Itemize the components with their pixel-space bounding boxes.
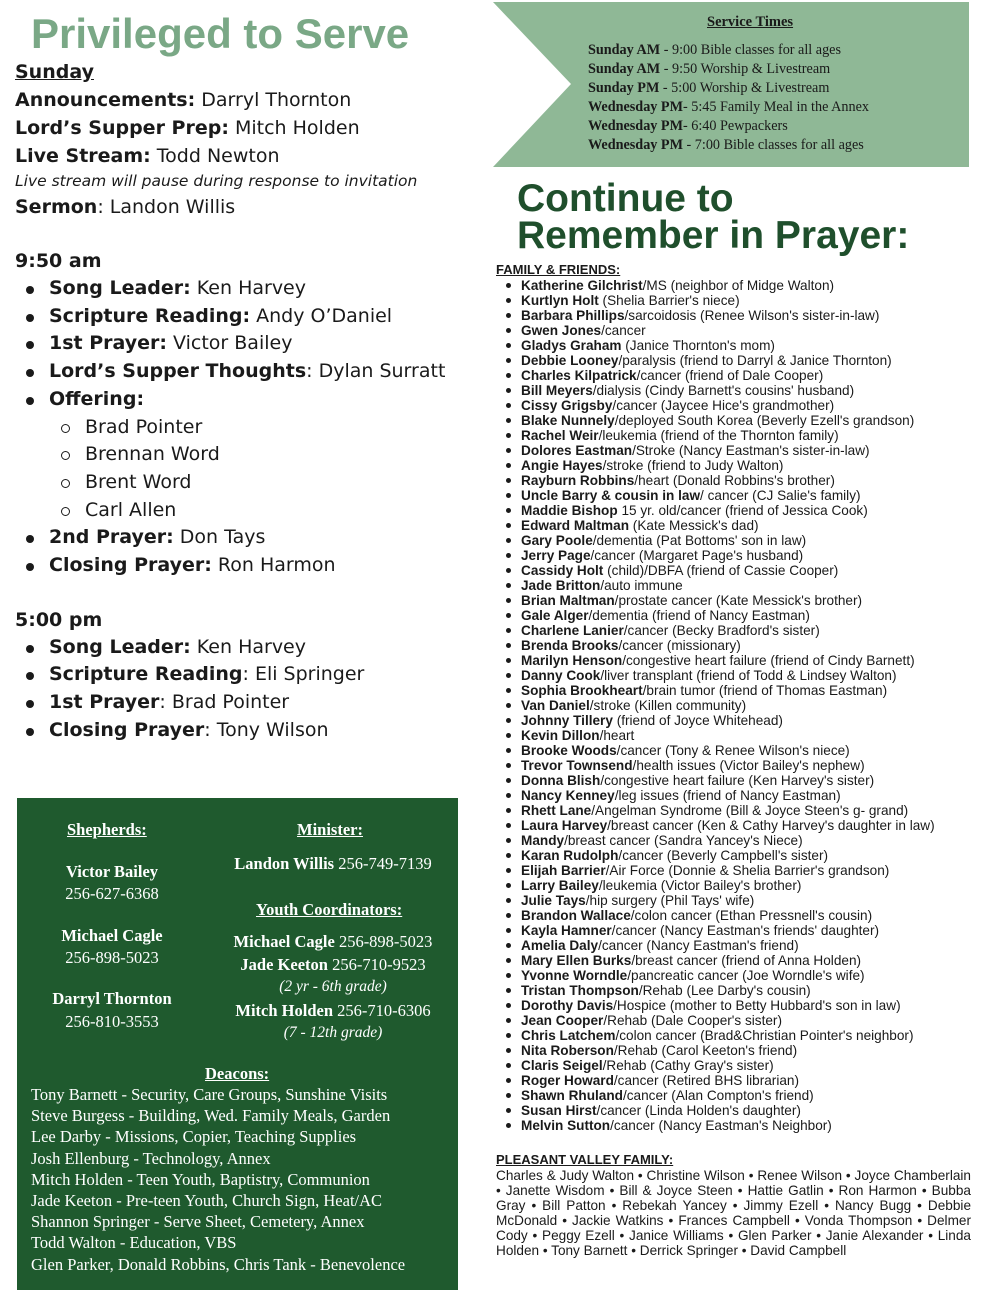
- family-friends-heading: FAMILY & FRIENDS:: [496, 262, 621, 277]
- list-item: Claris Seigel/Rehab (Cathy Gray's sister): [496, 1058, 935, 1073]
- list-item: 1st Prayer: Brad Pointer: [23, 689, 475, 717]
- list-item: Wednesday PM- 5:45 Family Meal in the Annex: [588, 99, 869, 115]
- list-item: Dorothy Davis/Hospice (mother to Betty Hubbard's son in law): [496, 998, 935, 1013]
- youth-note: (7 - 12th grade): [283, 1024, 383, 1041]
- prayer-title: Continue to Remember in Prayer:: [517, 177, 910, 257]
- list-item: Cissy Grigsby/cancer (Jaycee Hice's grandmother): [496, 398, 935, 413]
- pm500-heading: 5:00 pm: [15, 608, 103, 631]
- youth-line: Mitch Holden 256-710-6306: [235, 1001, 431, 1020]
- list-item: Lee Darby - Missions, Copier, Teaching Supplies: [31, 1127, 357, 1147]
- list-item: Rhett Lane/Angelman Syndrome (Bill & Joyce Steen's g- grand): [496, 803, 935, 818]
- list-item: Song Leader: Ken Harvey: [23, 275, 475, 303]
- list-item: Scripture Reading: Andy O’Daniel: [23, 303, 475, 331]
- list-item: Carl Allen: [59, 497, 475, 525]
- list-item: Nancy Kenney/leg issues (friend of Nancy Eastman): [496, 788, 935, 803]
- shepherd-phone: 256-627-6368: [65, 884, 159, 903]
- youth-line: Michael Cagle 256-898-5023: [233, 932, 433, 951]
- sermon-line: Sermon: Landon Willis: [15, 196, 236, 218]
- list-item: Shannon Springer - Serve Sheet, Cemetery, Annex: [31, 1212, 365, 1232]
- list-item: Song Leader: Ken Harvey: [23, 634, 475, 662]
- list-item: Brenda Brooks/cancer (missionary): [496, 638, 935, 653]
- list-item: Jean Cooper/Rehab (Dale Cooper's sister): [496, 1013, 935, 1028]
- service-times-banner: [493, 2, 969, 167]
- list-item: Yvonne Worndle/pancreatic cancer (Joe Worndle's wife): [496, 968, 935, 983]
- sunday-heading: Sunday: [15, 61, 94, 83]
- list-item: Brandon Wallace/colon cancer (Ethan Pressnell's cousin): [496, 908, 935, 923]
- list-item: 1st Prayer: Victor Bailey: [23, 330, 475, 358]
- service-times-title: Service Times: [707, 14, 794, 30]
- list-item: Julie Tays/hip surgery (Phil Tays' wife): [496, 893, 935, 908]
- pleasant-valley-heading: PLEASANT VALLEY FAMILY:: [496, 1152, 674, 1167]
- list-item: Offering: Brad Pointer Brennan Word Brent Word Carl Allen: [23, 386, 475, 525]
- list-item: Mitch Holden - Teen Youth, Baptistry, Communion: [31, 1169, 370, 1189]
- list-item: Gale Alger/dementia (friend of Nancy Eastman): [496, 608, 935, 623]
- list-item: Gladys Graham (Janice Thornton's mom): [496, 338, 935, 353]
- list-item: Jade Britton/auto immune: [496, 578, 935, 593]
- list-item: Maddie Bishop 15 yr. old/cancer (friend of Jessica Cook): [496, 503, 935, 518]
- list-item: Brad Pointer: [59, 414, 475, 442]
- list-item: Brennan Word: [59, 441, 475, 469]
- list-item: Sunday PM - 5:00 Worship & Livestream: [588, 80, 830, 96]
- list-item: Wednesday PM - 7:00 Bible classes for all ages: [588, 137, 864, 153]
- list-item: Laura Harvey/breast cancer (Ken & Cathy Harvey's daughter in law): [496, 818, 935, 833]
- list-item: Cassidy Holt (child)/DBFA (friend of Cassie Cooper): [496, 563, 935, 578]
- list-item: Elijah Barrier/Air Force (Donnie & Shelia Barrier's grandson): [496, 863, 935, 878]
- youth-note: (2 yr - 6th grade): [279, 978, 387, 995]
- list-item: Danny Cook/liver transplant (friend of Todd & Lindsey Walton): [496, 668, 935, 683]
- list-item: Brian Maltman/prostate cancer (Kate Messick's brother): [496, 593, 935, 608]
- shepherd-name: Michael Cagle: [61, 926, 163, 945]
- list-item: Mary Ellen Burks/breast cancer (friend of Anna Holden): [496, 953, 935, 968]
- list-item: Van Daniel/stroke (Killen community): [496, 698, 935, 713]
- deacons-list: [31, 1084, 405, 1275]
- list-item: Edward Maltman (Kate Messick's dad): [496, 518, 935, 533]
- shepherd-name: Victor Bailey: [65, 862, 159, 881]
- list-item: Debbie Looney/paralysis (friend to Darryl & Janice Thornton): [496, 353, 935, 368]
- list-item: Rayburn Robbins/heart (Donald Robbins's brother): [496, 473, 935, 488]
- list-item: 2nd Prayer: Don Tays: [23, 524, 475, 552]
- list-item: Tristan Thompson/Rehab (Lee Darby's cousin): [496, 983, 935, 998]
- am950-heading: 9:50 am: [15, 250, 102, 272]
- list-item: Glen Parker, Donald Robbins, Chris Tank - Benevolence: [31, 1254, 406, 1274]
- list-item: Gary Poole/dementia (Pat Bottoms' son in law): [496, 533, 935, 548]
- list-item: Kurtlyn Holt (Shelia Barrier's niece): [496, 293, 935, 308]
- service-times-list: [588, 41, 869, 155]
- list-item: Closing Prayer: Ron Harmon: [23, 552, 475, 580]
- youth-line: Jade Keeton 256-710-9523: [240, 955, 426, 974]
- list-item: Josh Ellenburg - Technology, Annex: [31, 1148, 271, 1168]
- shepherds-heading: Shepherds:: [67, 820, 147, 839]
- youth-heading: Youth Coordinators:: [256, 900, 403, 919]
- list-item: Marilyn Henson/congestive heart failure (friend of Cindy Barnett): [496, 653, 935, 668]
- supper-prep-line: Lord’s Supper Prep: Mitch Holden: [15, 117, 360, 139]
- list-item: Jerry Page/cancer (Margaret Page's husband): [496, 548, 935, 563]
- live-stream-line: Live Stream: Todd Newton: [15, 145, 280, 167]
- list-item: Kayla Hamner/cancer (Nancy Eastman's friends' daughter): [496, 923, 935, 938]
- list-item: Wednesday PM- 6:40 Pewpackers: [588, 118, 788, 134]
- list-item: Sunday AM - 9:50 Worship & Livestream: [588, 61, 831, 77]
- list-item: Steve Burgess - Building, Wed. Family Meals, Garden: [31, 1106, 391, 1126]
- list-item: Charlene Lanier/cancer (Becky Bradford's sister): [496, 623, 935, 638]
- list-item: Charles Kilpatrick/cancer (friend of Dale Cooper): [496, 368, 935, 383]
- list-item: Susan Hirst/cancer (Linda Holden's daughter): [496, 1103, 935, 1118]
- serve-title: Privileged to Serve: [31, 10, 410, 57]
- list-item: Dolores Eastman/Stroke (Nancy Eastman's sister-in-law): [496, 443, 935, 458]
- list-item: Johnny Tillery (friend of Joyce Whitehead): [496, 713, 935, 728]
- list-item: Uncle Barry & cousin in law/ cancer (CJ Salie's family): [496, 488, 935, 503]
- live-stream-note: Live stream will pause during response to invitation: [15, 172, 418, 190]
- list-item: Kevin Dillon/heart: [496, 728, 935, 743]
- list-item: Jade Keeton - Pre-teen Youth, Church Sign, Heat/AC: [31, 1191, 383, 1211]
- announcements-line: Announcements: Darryl Thornton: [15, 89, 352, 111]
- minister-heading: Minister:: [297, 820, 363, 839]
- list-item: Amelia Daly/cancer (Nancy Eastman's friend): [496, 938, 935, 953]
- list-item: Bill Meyers/dialysis (Cindy Barnett's cousins' husband): [496, 383, 935, 398]
- list-item: Sunday AM - 9:00 Bible classes for all ages: [588, 42, 841, 58]
- prayer-list: [496, 278, 935, 1133]
- list-item: Shawn Rhuland/cancer (Alan Compton's friend): [496, 1088, 935, 1103]
- list-item: Todd Walton - Education, VBS: [31, 1233, 237, 1253]
- list-item: Sophia Brookheart/brain tumor (friend of Thomas Eastman): [496, 683, 935, 698]
- list-item: Mandy/breast cancer (Sandra Yancey's Niece): [496, 833, 935, 848]
- list-item: Donna Blish/congestive heart failure (Ken Harvey's sister): [496, 773, 935, 788]
- list-item: Roger Howard/cancer (Retired BHS librarian): [496, 1073, 935, 1088]
- list-item: Chris Latchem/colon cancer (Brad&Christian Pointer's neighbor): [496, 1028, 935, 1043]
- leaders-box: [17, 798, 458, 1290]
- list-item: Angie Hayes/stroke (friend to Judy Walton): [496, 458, 935, 473]
- list-item: Gwen Jones/cancer: [496, 323, 935, 338]
- shepherd-phone: 256-898-5023: [65, 948, 159, 967]
- am950-list: [15, 275, 475, 580]
- list-item: Karan Rudolph/cancer (Beverly Campbell's sister): [496, 848, 935, 863]
- list-item: Scripture Reading: Eli Springer: [23, 661, 475, 689]
- list-item: Larry Bailey/leukemia (Victor Bailey's brother): [496, 878, 935, 893]
- list-item: Barbara Phillips/sarcoidosis (Renee Wilson's sister-in-law): [496, 308, 935, 323]
- shepherd-name: Darryl Thornton: [52, 989, 172, 1008]
- list-item: Tony Barnett - Security, Care Groups, Sunshine Visits: [31, 1085, 388, 1104]
- list-item: Katherine Gilchrist/MS (neighbor of Midge Walton): [496, 278, 935, 293]
- list-item: Lord’s Supper Thoughts: Dylan Surratt: [23, 358, 475, 386]
- deacons-heading: Deacons:: [205, 1064, 270, 1083]
- list-item: Nita Roberson/Rehab (Carol Keeton's friend): [496, 1043, 935, 1058]
- list-item: Brent Word: [59, 469, 475, 497]
- shepherd-phone: 256-810-3553: [65, 1012, 159, 1031]
- list-item: Rachel Weir/leukemia (friend of the Thornton family): [496, 428, 935, 443]
- offering-list: [49, 414, 475, 525]
- list-item: Closing Prayer: Tony Wilson: [23, 717, 475, 745]
- serve-section: [15, 10, 475, 745]
- pm500-list: [15, 634, 475, 745]
- minister-line: Landon Willis 256-749-7139: [234, 854, 432, 873]
- pleasant-valley-text: Charles & Judy Walton • Christine Wilson • Renee Wilson • Joyce Chamberlain • Janette Wisdom • Bill & Joyce Steen • Hattie Gatlin • Ron Harmon • Bubba Gray • Bill Patton • Rebekah Yancey • Jimmy Ezell • Nancy Bugg • Debbie McDonald • Jackie Watkins • Frances Campbell • Vonda Thompson • Delmer Cody • Peggy Ezell • Janice Williams • Glen Parker • Janie Alexander • Linda Holden • Tony Barnett • Derrick Springer • David Campbell: [496, 1168, 971, 1258]
- list-item: Melvin Sutton/cancer (Nancy Eastman's Neighbor): [496, 1118, 935, 1133]
- list-item: Trevor Townsend/health issues (Victor Bailey's nephew): [496, 758, 935, 773]
- list-item: Blake Nunnely/deployed South Korea (Beverly Ezell's grandson): [496, 413, 935, 428]
- list-item: Brooke Woods/cancer (Tony & Renee Wilson's niece): [496, 743, 935, 758]
